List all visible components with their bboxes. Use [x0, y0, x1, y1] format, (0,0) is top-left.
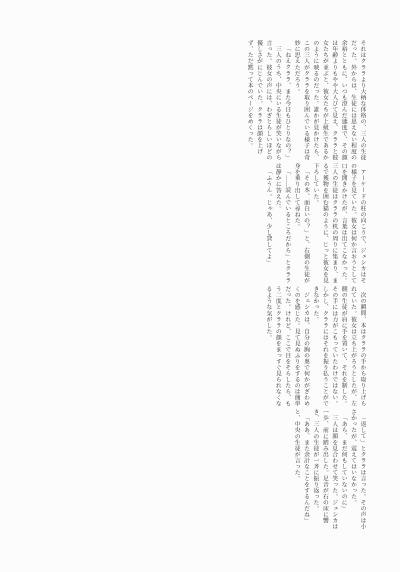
paragraph: 三人は顔を見合わせて笑った。ジェシカは一歩、前に踏み出した。足音が石の床に響き、三人の生徒が一斉に振り返った。 [311, 409, 337, 530]
paragraph: 「その本、面白いの？」と、右側の生徒が身を乗り出して尋ねた。 [293, 163, 309, 284]
text-column-tier-3 [36, 286, 366, 408]
paragraph: 次の瞬間、本はクララの手から取り上げられていた。彼女は立ち上がろうとしたが、左側の生徒が肩に手を置いて、それを制した。その手には力がこもっていたわけではない。しかし、クララにはそれを振り払うことができなかった。 [311, 286, 365, 407]
paragraph: 「ふうん。じゃあ、少し貸してよ」 [264, 168, 271, 266]
paragraph: アーケードの柱の向こうで、ジェシカはその様子を見ていた。彼女は何か言おうとして口を開きかけたが、言葉は出てこなかった。三人の生徒はクララの机の周りに集まり、まるで獲物を囲む猫のように、じっと彼女を見下ろしていた。 [311, 163, 365, 284]
paragraph: 「ああ、また余計なことをするんだね」と、中央の生徒が言った。 [293, 409, 309, 524]
text-column-tier-1 [36, 40, 366, 162]
paragraph: 「あら、まだ何もしていないのに」 [340, 414, 347, 512]
text-column-tier-4 [36, 409, 366, 531]
paragraph: 三人のうち、中央にいる生徒が笑いながら言った。彼女の声には、わざとらしいほどの優しさがにじんでいた。クララは顔を上げず、ただ黙って本のページをめくった。 [246, 40, 281, 161]
paragraph: 「ねえクララ、また今日もひとりなの？」 [283, 45, 290, 161]
paragraph: 「返して」とクララは言った。その声は小さかったが、震えてはいなかった。 [349, 409, 365, 530]
paragraph: それはクララより大柄な体格の、三人の生徒だった。外からは、生徒には思えない程度の余裕とともに、いつも澄んだ態度で、その顔は年齢よりもやや大人びて見え、クララと彼女たちが並ぶと、彼女たちが上級生であるかのように映るのだった。誰かが見かけたら、この三人がクララを取り囲んでいる様子は奇妙に思えただろう。 [293, 40, 365, 161]
paragraph: 「……読んでいるところだから」とクララは静かに答えた。 [274, 163, 290, 284]
text-column-tier-2 [36, 163, 366, 285]
paragraph: ジェシカは、自分の胸の奥で何かがざわめくのを感じた。見て見ぬふりをするのは簡単だった。けれど、ここで目をそらしたら、もう二度とクララの顔をまっすぐ見られなくなるような気がした。 [264, 286, 309, 407]
